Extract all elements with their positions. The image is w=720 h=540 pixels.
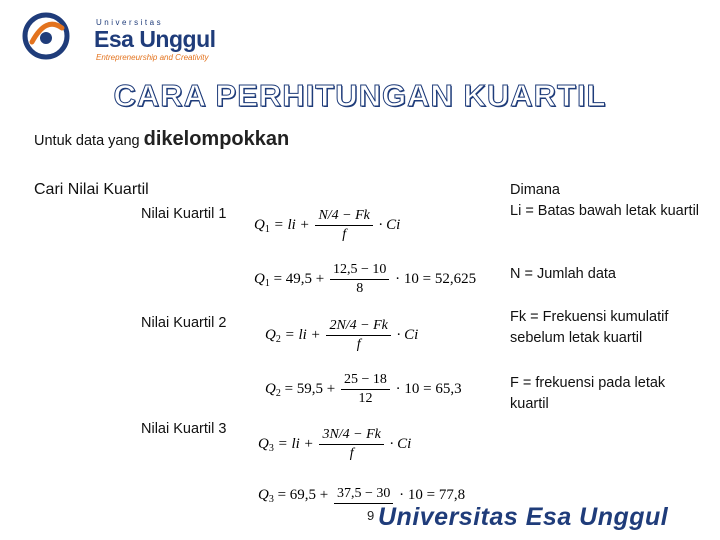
note-fk: Fk = Frekuensi kumulatif sebelum letak kuartil <box>510 309 669 346</box>
formula-q2-tail: · Ci <box>396 326 419 343</box>
logo-tagline: Entrepreneurship and Creativity <box>96 53 209 62</box>
subtitle-emphasis: dikelompokkan <box>143 128 290 150</box>
calc-q1-lhs: Q <box>254 270 265 287</box>
formula-q1-sub: 1 <box>264 223 270 235</box>
subtitle <box>34 128 289 151</box>
note-dimana: Dimana <box>510 182 560 198</box>
calc-q3-result: · 10 = 77,8 <box>399 486 466 503</box>
note-n: N = Jumlah data <box>510 266 616 282</box>
formula-q3-tail: · Ci <box>389 435 412 452</box>
formula-q3-general <box>258 427 411 462</box>
formula-q3-eq: = li + <box>277 435 314 452</box>
formula-q2-fraction <box>326 318 390 353</box>
page-title: CARA PERHITUNGAN KUARTIL <box>113 78 607 113</box>
calc-q3-lhs: Q <box>258 486 269 503</box>
calc-q1-eq: = 49,5 + <box>273 270 325 287</box>
calc-q1-result: · 10 = 52,625 <box>395 270 477 287</box>
formula-q2-denominator: f <box>356 337 361 352</box>
calc-q3-numerator: 37,5 − 30 <box>334 486 393 504</box>
calc-q1-sub: 1 <box>264 277 270 289</box>
calc-q2-denominator: 12 <box>358 391 373 406</box>
formula-q3-numerator: 3N/4 − Fk <box>319 427 383 445</box>
footer-brand: Universitas Esa Unggul <box>378 503 669 531</box>
formula-q2-lhs: Q <box>265 326 276 343</box>
formula-q2-numerator: 2N/4 − Fk <box>326 318 390 336</box>
formula-q1-fraction <box>315 208 372 243</box>
note-li: Li = Batas bawah letak kuartil <box>510 203 700 219</box>
calc-q1-fraction <box>330 262 389 297</box>
label-q1: Nilai Kuartil 1 <box>141 206 227 222</box>
formula-q3-lhs: Q <box>258 435 269 452</box>
calc-q3-eq: = 69,5 + <box>277 486 329 503</box>
subtitle-prefix: Untuk data yang <box>34 133 140 149</box>
esa-unggul-logo-icon <box>22 12 70 60</box>
label-q2: Nilai Kuartil 2 <box>141 315 227 331</box>
formula-q2-sub: 2 <box>275 333 281 345</box>
calc-q2-result: · 10 = 65,3 <box>395 380 462 397</box>
formula-q1-eq: = li + <box>273 216 310 233</box>
formula-q1-numerator: N/4 − Fk <box>315 208 372 226</box>
formula-q2-general <box>265 318 418 353</box>
calc-q1-denominator: 8 <box>356 281 364 296</box>
calc-q2-eq: = 59,5 + <box>284 380 336 397</box>
label-q3: Nilai Kuartil 3 <box>141 421 227 437</box>
university-logo <box>22 8 222 68</box>
logo-small-text: Universitas <box>96 18 164 27</box>
formula-q3-fraction <box>319 427 383 462</box>
formula-q1-calc <box>254 262 476 297</box>
formula-q1-tail: · Ci <box>378 216 401 233</box>
calc-q3-sub: 3 <box>268 493 274 505</box>
calc-q2-fraction <box>341 372 390 407</box>
formula-q3-sub: 3 <box>268 442 274 454</box>
calc-q2-numerator: 25 − 18 <box>341 372 390 390</box>
section-heading: Cari Nilai Kuartil <box>34 181 149 198</box>
formula-q1-denominator: f <box>342 227 347 242</box>
note-f: F = frekuensi pada letak kuartil <box>510 375 666 412</box>
formula-q2-calc <box>265 372 462 407</box>
formula-q1-general <box>254 208 400 243</box>
calc-q2-lhs: Q <box>265 380 276 397</box>
formula-q2-eq: = li + <box>284 326 321 343</box>
calc-q2-sub: 2 <box>275 387 281 399</box>
calc-q1-numerator: 12,5 − 10 <box>330 262 389 280</box>
page-number: 9 <box>367 508 375 523</box>
formula-q3-denominator: f <box>349 446 354 461</box>
formula-q1-lhs: Q <box>254 216 265 233</box>
logo-name: Esa Unggul <box>94 26 216 52</box>
